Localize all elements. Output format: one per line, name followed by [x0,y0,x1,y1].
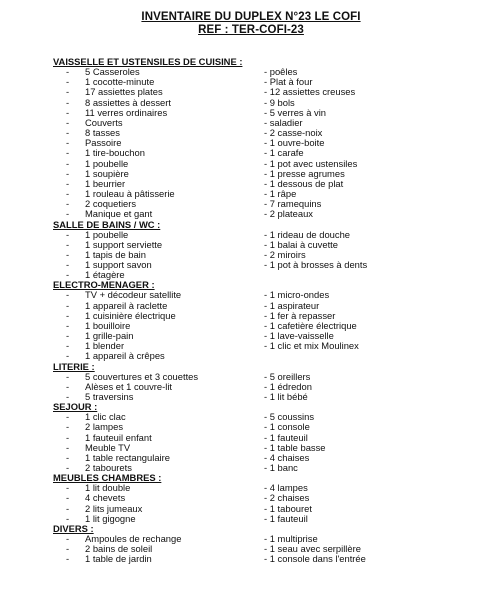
inventory-row [0,240,502,250]
inventory-row [0,382,502,392]
inventory-row [0,189,502,199]
item-right: - 1 édredon [264,380,312,392]
item-right: - 2 chaises [264,492,310,504]
bullet-dash: - [66,390,70,402]
item-left: 2 lits jumeaux [85,502,143,514]
inventory-row [0,311,502,321]
item-left: 5 couvertures et 3 couettes [85,370,199,382]
item-right: - 1 fauteuil [264,431,308,443]
item-left: 1 beurrier [85,177,126,189]
bullet-dash: - [66,198,70,210]
inventory-row [0,341,502,351]
item-right: - 1 balai à cuvette [264,238,339,250]
item-right: - 1 fauteuil [264,512,308,524]
item-right: - 5 verres à vin [264,106,326,118]
inventory-row [0,443,502,453]
bullet-dash: - [66,431,70,443]
inventory-row [0,118,502,128]
inventory-row [0,179,502,189]
item-right: - 1 dessous de plat [264,177,344,189]
item-left: 1 soupière [85,167,129,179]
item-right: - Plat à four [264,76,313,88]
item-right: - 1 pot avec ustensiles [264,157,358,169]
item-right: - 1 presse agrumes [264,167,345,179]
item-left: 17 assiettes plates [85,86,163,98]
item-left: 8 assiettes à dessert [85,96,171,108]
item-right: - 1 table basse [264,441,326,453]
item-left: 1 support serviette [85,238,163,250]
item-right: - 12 assiettes creuses [264,86,356,98]
item-left: 1 appareil à raclette [85,299,168,311]
item-left: 1 lit double [85,482,131,494]
inventory-row [0,260,502,270]
bullet-dash: - [66,228,70,240]
item-right: - 2 casse-noix [264,127,323,139]
bullet-dash: - [66,269,70,281]
item-left: Manique et gant [85,208,153,220]
section-heading: MEUBLES CHAMBRES : [53,472,162,484]
item-left: 2 coquetiers [85,198,137,210]
bullet-dash: - [66,259,70,271]
inventory-row [0,138,502,148]
inventory-row [0,493,502,503]
item-left: 1 cocotte-minute [85,76,155,88]
bullet-dash: - [66,411,70,423]
bullet-dash: - [66,512,70,524]
item-left: 1 étagère [85,269,125,281]
inventory-row [0,87,502,97]
bullet-dash: - [66,157,70,169]
item-right: - 5 coussins [264,411,315,423]
inventory-row [0,230,502,240]
bullet-dash: - [66,167,70,179]
item-left: 5 Casseroles [85,66,140,77]
item-right: - 5 oreillers [264,370,311,382]
item-left: 1 support savon [85,259,152,271]
item-right: - 9 bols [264,96,295,108]
item-left: 1 clic clac [85,411,126,423]
bullet-dash: - [66,350,70,362]
item-right: - 1 micro-ondes [264,289,330,301]
item-left: 1 rouleau à pâtisserie [85,188,175,200]
item-right: - poêles [264,66,298,77]
item-left: 4 chevets [85,492,126,504]
item-right: - 1 seau avec serpillère [264,543,361,555]
bullet-dash: - [66,299,70,311]
item-left: Alèses et 1 couvre-lit [85,380,173,392]
item-left: 1 tapis de bain [85,248,146,260]
bullet-dash: - [66,319,70,331]
item-left: 1 poubelle [85,157,129,169]
item-left: 1 grille-pain [85,330,134,342]
bullet-dash: - [66,543,70,555]
item-right: - 1 tabouret [264,502,312,514]
bullet-dash: - [66,451,70,463]
inventory-row [0,301,502,311]
item-right: - 1 ouvre-boite [264,137,325,149]
bullet-dash: - [66,76,70,88]
inventory-row [0,108,502,118]
bullet-dash: - [66,441,70,453]
bullet-dash: - [66,421,70,433]
item-left: Meuble TV [85,441,131,453]
section-heading: SALLE DE BAINS / WC : [53,218,161,230]
item-right: - 1 clic et mix Moulinex [264,340,359,352]
bullet-dash: - [66,532,70,544]
bullet-dash: - [66,177,70,189]
inventory-row [0,67,502,77]
bullet-dash: - [66,309,70,321]
item-right: - 1 multiprise [264,532,318,544]
inventory-row [0,128,502,138]
inventory-row [0,433,502,443]
item-right: - 1 console [264,421,310,433]
bullet-dash: - [66,86,70,98]
item-left: 1 poubelle [85,228,129,240]
inventory-row [0,544,502,554]
bullet-dash: - [66,370,70,382]
item-left: 1 table rectangulaire [85,451,170,463]
bullet-dash: - [66,462,70,474]
item-right: - 1 lave-vaisselle [264,330,334,342]
inventory-row [0,504,502,514]
item-left: 1 bouilloire [85,319,131,331]
item-right: - 2 plateaux [264,208,313,220]
item-left: 1 fauteuil enfant [85,431,152,443]
bullet-dash: - [66,147,70,159]
item-right: - 1 banc [264,462,298,474]
item-left: Ampoules de rechange [85,532,182,544]
inventory-row [0,321,502,331]
inventory-row [0,554,502,564]
inventory-row [0,372,502,382]
bullet-dash: - [66,96,70,108]
inventory-row [0,159,502,169]
item-right: - 1 console dans l'entrée [264,553,366,565]
bullet-dash: - [66,380,70,392]
section-heading: SEJOUR : [53,401,98,413]
bullet-dash: - [66,106,70,118]
bullet-dash: - [66,482,70,494]
bullet-dash: - [66,553,70,565]
inventory-row [0,483,502,493]
inventory-row [0,77,502,87]
item-right: - 1 pot à brosses à dents [264,259,368,271]
section-heading: VAISSELLE ET USTENSILES DE CUISINE : [53,56,243,67]
bullet-dash: - [66,330,70,342]
bullet-dash: - [66,127,70,139]
item-right: - 1 râpe [264,188,297,200]
item-right: - saladier [264,116,303,128]
inventory-row [0,290,502,300]
item-left: 2 bains de soleil [85,543,153,555]
document-title: INVENTAIRE DU DUPLEX N°23 LE COFI [141,11,361,23]
item-left: 2 lampes [85,421,124,433]
bullet-dash: - [66,208,70,220]
bullet-dash: - [66,188,70,200]
bullet-dash: - [66,502,70,514]
item-right: - 4 lampes [264,482,308,494]
item-left: Passoire [85,137,122,149]
item-left: 1 appareil à crêpes [85,350,165,362]
item-left: 1 cuisinière électrique [85,309,176,321]
item-right: - 1 aspirateur [264,299,320,311]
item-left: 2 tabourets [85,462,132,474]
bullet-dash: - [66,492,70,504]
item-left: TV + décodeur satellite [85,289,182,301]
document-reference: REF : TER-COFI-23 [198,24,304,36]
item-right: - 4 chaises [264,451,310,463]
inventory-row [0,331,502,341]
section-heading: LITERIE : [53,360,95,372]
item-left: 11 verres ordinaires [85,106,168,118]
item-left: 5 traversins [85,390,134,402]
item-left: 1 blender [85,340,125,352]
item-left: 1 lit gigogne [85,512,136,524]
item-left: 8 tasses [85,127,120,139]
inventory-row [0,169,502,179]
bullet-dash: - [66,248,70,260]
item-right: - 1 rideau de douche [264,228,351,240]
bullet-dash: - [66,340,70,352]
item-right: - 1 lit bébé [264,390,308,402]
section-heading: ELECTRO-MENAGER : [53,279,155,291]
inventory-row [0,148,502,158]
inventory-row [0,422,502,432]
item-right: - 1 carafe [264,147,304,159]
item-left: 1 tire-bouchon [85,147,145,159]
inventory-row [0,250,502,260]
item-left: Couverts [85,116,123,128]
bullet-dash: - [66,137,70,149]
item-right: - 1 cafetière électrique [264,319,357,331]
inventory-row [0,98,502,108]
bullet-dash: - [66,66,70,77]
inventory-row [0,453,502,463]
bullet-dash: - [66,289,70,301]
inventory-list [0,57,502,564]
item-left: 1 table de jardin [85,553,152,565]
inventory-row [0,199,502,209]
item-right: - 2 miroirs [264,248,306,260]
inventory-row [0,534,502,544]
item-right: - 1 fer à repasser [264,309,336,321]
bullet-dash: - [66,116,70,128]
bullet-dash: - [66,238,70,250]
item-right: - 7 ramequins [264,198,322,210]
inventory-row [0,412,502,422]
section-heading: DIVERS : [53,522,94,534]
